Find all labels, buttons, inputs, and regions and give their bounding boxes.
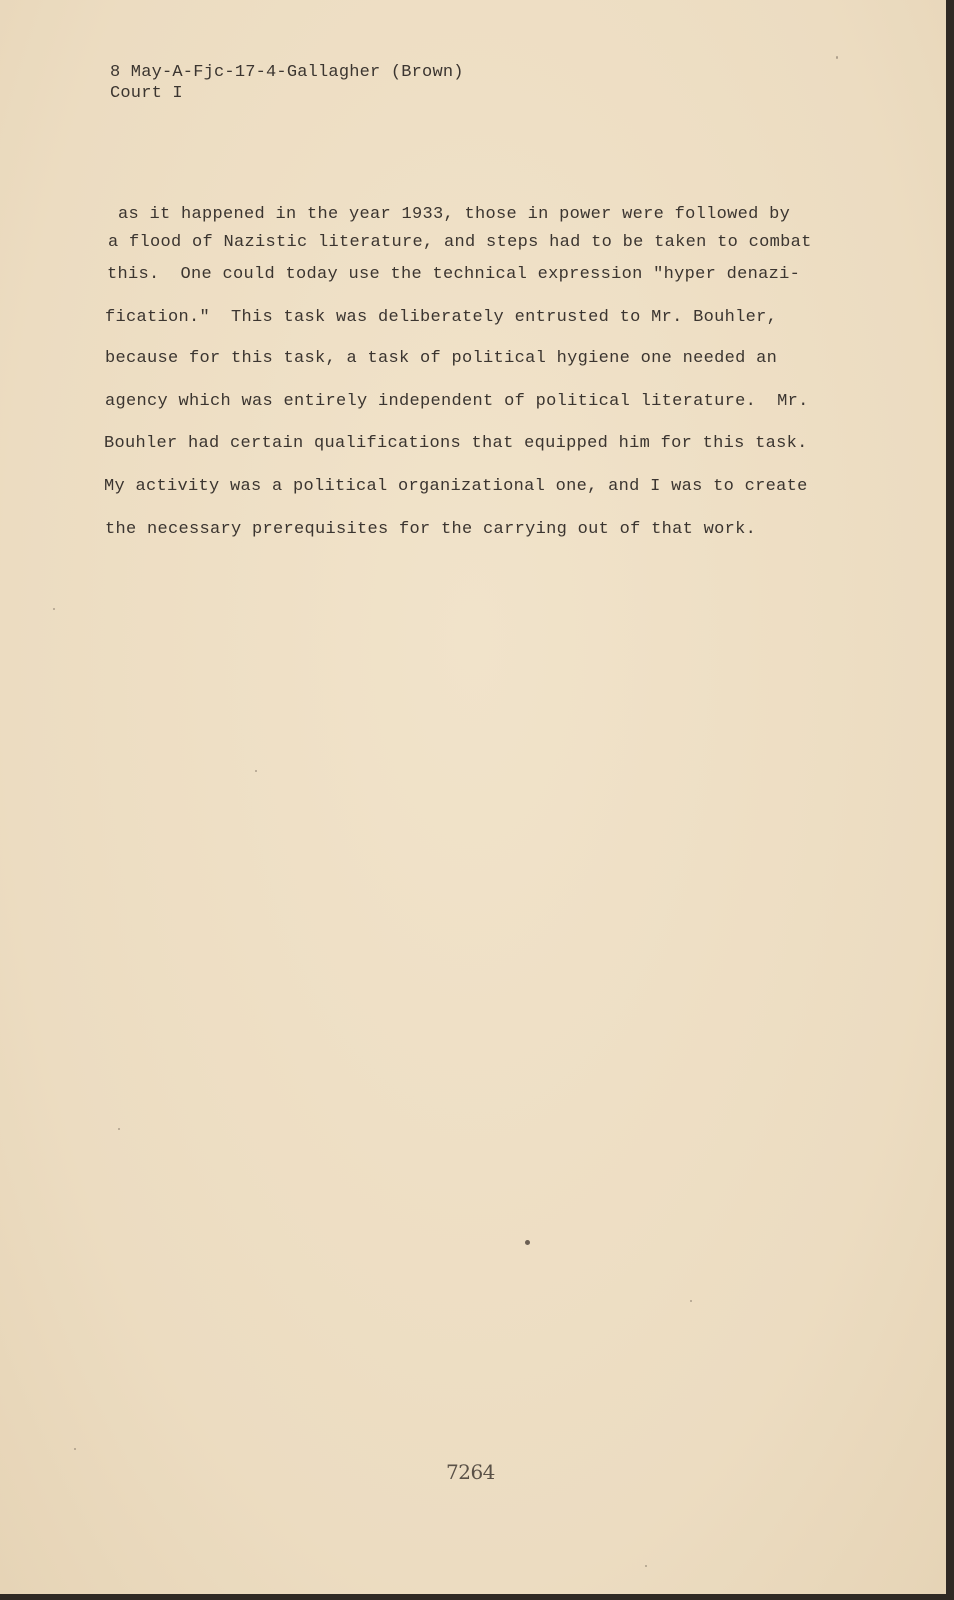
body-line: the necessary prerequisites for the carrying out of that work. (105, 520, 757, 539)
paper-speck (255, 770, 257, 772)
scan-border-bottom (0, 1594, 954, 1600)
body-line: because for this task, a task of political hygiene one needed an (105, 349, 778, 368)
body-line: this. One could today use the technical expression "hyper denazi- (107, 265, 801, 284)
paper-speck (645, 1565, 647, 1567)
paper-speck (525, 1240, 530, 1245)
body-line: My activity was a political organizational one, and I was to create (104, 477, 808, 496)
header-court: Court I (110, 84, 183, 103)
paper-speck (118, 1128, 120, 1130)
body-line: a flood of Nazistic literature, and steps had to be taken to combat (108, 233, 812, 252)
page-number: 7264 (446, 1460, 495, 1484)
paper-speck (53, 608, 55, 610)
paper-speck (690, 1300, 692, 1302)
paper-speck (74, 1448, 76, 1450)
header-case-reference: 8 May-A-Fjc-17-4-Gallagher (Brown) (110, 63, 464, 82)
body-line: Bouhler had certain qualifications that equipped him for this task. (104, 434, 808, 453)
body-line: as it happened in the year 1933, those in power were followed by (118, 205, 791, 224)
body-line: fication." This task was deliberately entrusted to Mr. Bouhler, (105, 308, 778, 327)
scan-border-right (946, 0, 954, 1600)
body-line: agency which was entirely independent of political literature. Mr. (105, 392, 809, 411)
paper-speck (836, 56, 838, 59)
document-header (110, 62, 464, 104)
